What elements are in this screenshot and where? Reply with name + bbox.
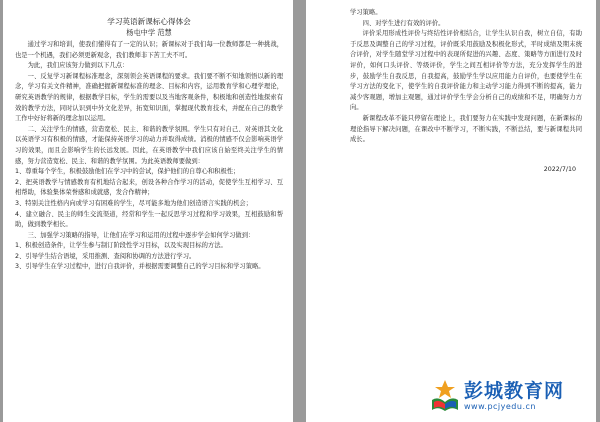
site-watermark xyxy=(430,374,590,416)
paragraph: 1、尊重每个学生，积极鼓励他们在学习中的尝试，保护他们的自尊心和积极性； xyxy=(15,168,240,176)
paragraph: 4、建立融合、民主的师生交流渠道，经常和学生一起反思学习过程和学习效果，互相鼓励和帮助，做到教学相长。 xyxy=(15,210,283,229)
paragraph: 新课程改革不能只停留在理论上，我们要努力在实践中发现问题，在新课标的理论指导下解决问题，在课改中不断学习，不断实践，不断总结，要与新课程共同成长。 xyxy=(350,114,582,144)
paragraph: 1、积极创造条件，让学生参与制订阶段性学习目标，以及实现目标的方法。 xyxy=(15,242,227,250)
paragraph: 学习策略。 xyxy=(350,9,382,16)
paragraph: 评价采用形成性评价与终结性评价相结合，让学生认识自我，树立自信，有助于反思及调整自己的学习过程，评价既采用鼓励及积极化形式，平时成绩及期末统合评价，对学生随堂学习过程中的表现所促进的兴趣、态度、策略等方面进行及时评价，如何口头评价、等级评价，学生之间互相评价等方法，充分发挥学生的进步，鼓励学生自我反思，自我提高，鼓励学生学以应用能力自评价，也要使学生在学习方法的变化下，使学生的自我评价能力和主动学习能力得到不断的提高，能力减少客观题，增加主观题，通过评价学生学会分析自己的成绩和不足，明确努力方向。 xyxy=(350,30,582,112)
document-date: 2022/7/10 xyxy=(543,165,576,173)
watermark-name: 彭城教育网 xyxy=(464,379,565,402)
watermark-url: www.pcjyedu.cn xyxy=(464,401,536,411)
paragraph: 3、引导学生在学习过程中，进行自我评价，并根据需要调整自己的学习目标和学习策略。 xyxy=(15,263,265,271)
document-title: 学习英语新课标心得体会 xyxy=(107,17,191,26)
document-author: 杨屯中学 范慧 xyxy=(126,28,172,37)
paragraph: 2、引导学生结合语境，采用推测、查阅和协调的方法进行学习。 xyxy=(15,252,196,260)
right-page-body xyxy=(350,8,582,146)
paragraph: 2、把英语教学与情感教育有机地结合起来，创设各种合作学习的活动，促使学生互相学习、互相帮助，体验集体荣誉感和成就感，发合作精神； xyxy=(15,178,283,197)
paragraph: 通过学习和培训，使我们懂得有了一定的认识；新课标对于我们每一位教师都是一种挑战，也是一个机遇，我们必须更新观念，我们教师非下苦工夫不可。 xyxy=(15,41,283,59)
paragraph: 为此，我们应该努力做到以下几点： xyxy=(27,62,129,70)
paragraph: 二、关注学生的情感，营造宽松、民主、和谐的教学氛围。学生只有对自己、对英语其文化以英语学习有积极的情感，才能保持英语学习的动力并取得成绩。消极的情感不仅会影响英语学习的效果，而且会影响学生的长远发展。因此，在英语教学中我们应该自始至终关注学生的情感，努力营造宽松、民主、和谐的教学氛围。为此英语教师要做到： xyxy=(15,125,283,165)
paragraph: 四、对学生进行有效的评价。 xyxy=(362,19,445,27)
paragraph: 三、加强学习策略的指导，让他们在学习和运用的过程中逐步学会如何学习做到： xyxy=(27,231,255,239)
paragraph: 3、特别关注性格内向或学习有困难的学生，尽可能多地为他们创造语言实践的机会； xyxy=(15,199,252,207)
book-logo-icon xyxy=(430,378,460,412)
paragraph: 一、反复学习新课程标准理念，深刻领会英语课程的要求。我们要不断不知地领悟以新的理念，学习有关文件精神，准确把握新课程标准的理念、目标和内容，运用教育学和心理学理论，研究英语教学的规律，根据教学目标，学生的需要以及当地客观条件，积极地和创造性地探索有效的教学方法，同时认识到中外文化差异，拓宽知识面，掌握现代教育技术，并配在自己的教学工作中好好将新的理念加以运用。 xyxy=(15,72,283,123)
document-page-left xyxy=(3,0,293,422)
document-page-right xyxy=(306,0,596,422)
left-page-body xyxy=(15,40,283,273)
